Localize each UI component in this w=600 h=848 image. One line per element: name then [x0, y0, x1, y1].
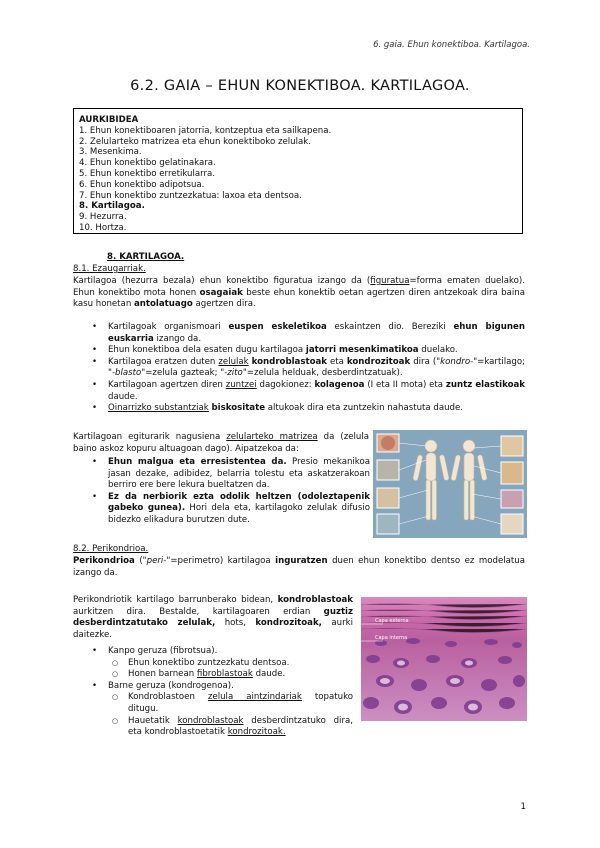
list-subitem: ○ Honen barnean fibroblastoak daude. — [108, 669, 353, 681]
subsection-heading: 8.2. Perikondrioa. — [73, 544, 149, 554]
label-inner-layer: Capa interna — [375, 635, 408, 641]
list-item: • Ez da nerbiorik ezta odolik heltzen (odoleztapenik gabeko gunea). Hori dela eta, kartilagoko zelulak difusio bidezko elikadura burutzen dute. — [88, 492, 370, 527]
list-item: • Ehun malgua eta erresistentea da. Presio mekanikoa jasan dezake, adibidez, belarria tolestu eta askatzerakoan berriro ere bere lekura bueltatzen da. — [88, 457, 370, 492]
section-heading: 8. KARTILAGOA. — [107, 252, 185, 262]
bullet-list-layers — [88, 646, 353, 739]
list-item: • Kartilagoak organismoari euspen eskeletikoa eskaintzen dio. Bereziki ehun bigunen euskarria izango da. — [88, 322, 525, 345]
toc-item: 7. Ehun konektibo zuntzezkatua: laxoa eta dentsoa. — [79, 190, 302, 201]
list-subitem: ○ Hauetatik kondroblastoak desberdintzatuko dira, eta kondroblastoetatik kondrozitoak. — [108, 716, 353, 739]
paragraph-intro: Kartilagoa (hezurra bezala) ehun konektibo figuratua izango da (figuratua=forma ematen duelako). Ehun konektibo mota honen osagaiak beste ehun konektib oetan agertzen diren antzekoak dira baina kasu honetan antolatuago agertzen dira. — [73, 276, 525, 310]
paragraph-perichondrium: Perikondrioa ("peri-"=perimetro) kartilagoa inguratzen duen ehun konektibo dentso ez modelatua izango da. — [73, 556, 525, 578]
toc-item-current: 8. Kartilagoa. — [79, 201, 145, 212]
list-item: • Ehun konektiboa dela esaten dugu kartilagoa jatorri mesenkimatikoa duelako. — [88, 345, 525, 357]
label-outer-layer: Capa externa — [375, 618, 409, 624]
toc-item: 2. Zelularteko matrizea eta ehun konektiboko zelulak. — [79, 136, 311, 147]
page-number: 1 — [520, 802, 526, 812]
toc-item: 9. Hezurra. — [79, 212, 127, 223]
figure-cartilage-locations — [373, 430, 527, 538]
toc-item: 4. Ehun konektibo gelatinakara. — [79, 158, 216, 169]
list-item: • Oinarrizko substantziak biskositate altukoak dira eta zuntzekin nahastuta daude. — [88, 403, 525, 415]
list-item-outer-layer: • Kanpo geruza (fibrotsua). ○ Ehun konektibo zuntzezkatu dentsoa. ○ Honen barnean fibroblastoak daude. — [88, 646, 353, 681]
toc-item: 1. Ehun konektiboaren jatorria, kontzeptua eta sailkapena. — [79, 125, 332, 136]
list-subitem: ○ Kondroblastoen zelula aintzindariak topatuko ditugu. — [108, 692, 353, 715]
bullet-list-features — [88, 322, 525, 415]
subsection-heading: 8.1. Ezaugarriak. — [73, 264, 146, 274]
list-item: • Kartilagoa eratzen duten zelulak kondroblastoak eta kondrozitoak dira ("kondro-"=kartilago; "-blasto"=zelula gazteak; "-zito"=zelula helduak, desberdintzatuak). — [88, 357, 525, 380]
page-title: 6.2. GAIA – EHUN KONEKTIBOA. KARTILAGOA. — [130, 78, 470, 94]
list-item: • Kartilagoan agertzen diren zuntzei dagokionez: kolagenoa (I eta II mota) eta zuntz elastikoak daude. — [88, 380, 525, 403]
cartilage-anatomy-illustration — [373, 430, 527, 538]
bullet-list-matrix — [88, 457, 370, 527]
table-of-contents — [73, 108, 523, 234]
list-subitem: ○ Ehun konektibo zuntzezkatu dentsoa. — [108, 658, 353, 670]
histology-micrograph — [361, 597, 527, 721]
paragraph-matrix: Kartilagoan egiturarik nagusiena zelularteko matrizea da (zelula baino askoz kopuru altuagoan dago). Aipatzekoa da: — [73, 432, 369, 454]
list-item-inner-layer: • Barne geruza (kondrogenoa). ○ Kondroblastoen zelula aintzindariak topatuko ditugu. ○ Hauetatik kondroblastoak desberdintzatuko dira, eta kondroblastoetatik kondrozitoak. — [88, 681, 353, 739]
toc-item: 10. Hortza. — [79, 222, 127, 233]
running-header: 6. gaia. Ehun konektiboa. Kartilagoa. — [373, 40, 530, 50]
paragraph-chondroblasts: Perikondriotik kartilago barrunberako bidean, kondroblastoak aurkitzen dira. Bestalde, kartilagoaren erdian guztiz desberdintzatutako zelulak, hots, kondrozitoak, aurki daitezke. — [73, 595, 353, 640]
figure-perichondrium-histology — [361, 597, 527, 721]
toc-item: 6. Ehun konektibo adipotsua. — [79, 179, 205, 190]
toc-item: 5. Ehun konektibo erretikularra. — [79, 168, 216, 179]
toc-heading: AURKIBIDEA — [79, 115, 139, 125]
toc-item: 3. Mesenkima. — [79, 147, 142, 158]
